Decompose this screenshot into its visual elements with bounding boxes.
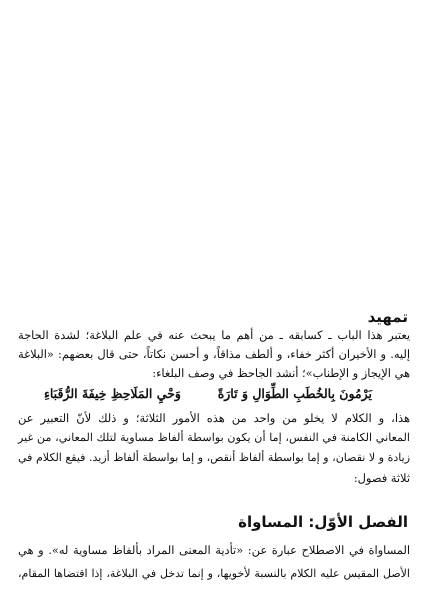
paragraph-line: إليه. و الأخيران أكثر خفاء، و ألطف مذاقاً، و أحسن نكاتاً، حتى قال بعضهم: «البلاغة bbox=[18, 347, 410, 361]
poetry-verse bbox=[18, 384, 410, 404]
paragraph-line: المساواة في الاصطلاح عبارة عن: «تأدية المعنى المراد بألفاظ مساوية له». و هي bbox=[18, 543, 410, 557]
paragraph-line: هذا، و الكلام لا يخلو من واحد من هذه الأمور الثلاثة؛ و ذلك لأنّ التعبير عن bbox=[18, 411, 410, 425]
paragraph-line: الأصل المقيس عليه الكلام بالنسبة لأخويها، و إنما تدخل في البلاغة، إذا اقتضاها المقام، bbox=[18, 567, 410, 580]
verse-second-hemistich: وَحْيِ المَلَاحِظِ خِيفَةَ الرُّقَبَاءِ bbox=[44, 386, 181, 401]
chapter-heading: الفصل الأوّل: المساواة bbox=[238, 513, 408, 531]
paragraph-line: ثلاثة فصول: bbox=[353, 471, 410, 485]
paragraph-line: هي الإيجاز و الإطناب»؛ أنشد الجاحظ في وصف البلغاء: bbox=[152, 366, 410, 380]
section-heading: تمهيد bbox=[367, 308, 408, 326]
paragraph-line: زيادة و لا نقصان، و إما بواسطة ألفاظ أنقص، و إما بواسطة ألفاظ أزيد. فيقع الكلام في bbox=[18, 451, 410, 464]
paragraph-line: يعتبر هذا الباب ـ كسابقه ـ من أهم ما يبحث عنه في علم البلاغة؛ لشدة الحاجة bbox=[18, 328, 410, 342]
verse-first-hemistich: يَرْمُونَ بِالخُطَبِ الطِّوَالِ وَ تَارَةً bbox=[217, 386, 372, 401]
paragraph-line: المعاني الكامنة في النفس، إما أن يكون بواسطة ألفاظ مساوية لتلك المعاني، من غير bbox=[18, 431, 410, 444]
